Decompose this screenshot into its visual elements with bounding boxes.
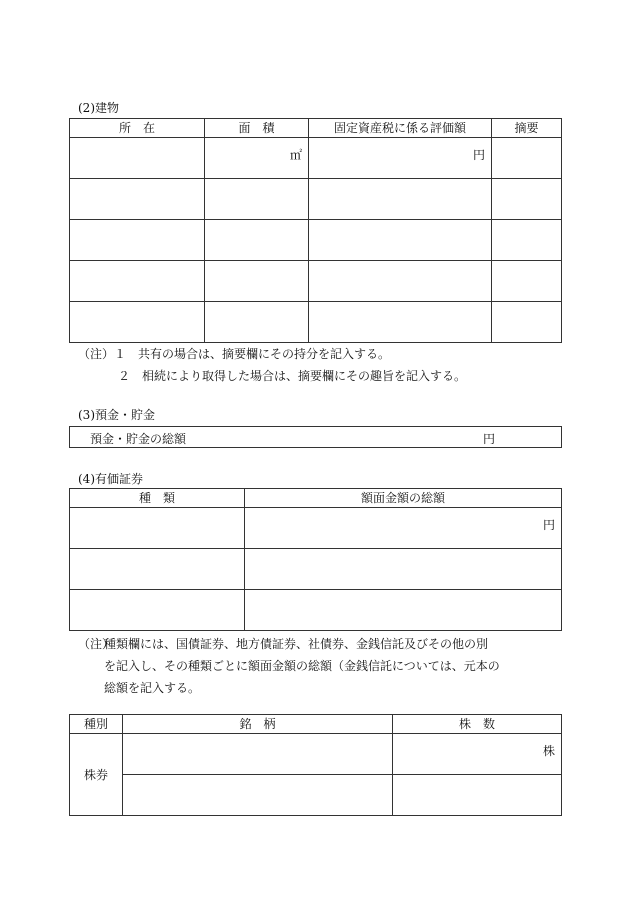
location-cell[interactable] (70, 220, 205, 261)
value-cell[interactable] (309, 220, 492, 261)
value-cell[interactable] (309, 179, 492, 220)
area-unit: ㎡ (289, 148, 302, 162)
header-brand: 銘 柄 (123, 715, 393, 734)
header-assessed-value: 固定資産税に係る評価額 (309, 119, 492, 138)
header-face-value-total: 額面金額の総額 (245, 489, 562, 508)
area-cell[interactable] (205, 179, 309, 220)
table-row (70, 508, 562, 549)
remarks-cell[interactable] (492, 261, 562, 302)
deposits-label: 預金・貯金の総額 (90, 432, 187, 446)
deposits-total-cell[interactable] (70, 427, 562, 448)
securities-note-line-2: を記入し、その種類ごとに額面金額の総額（金銭信託については、元本の (104, 659, 500, 673)
header-remarks: 摘要 (492, 119, 562, 138)
securities-note-prefix: （注） (78, 637, 115, 651)
table-row (70, 590, 562, 631)
securities-note-line-3: 総額を記入する。 (104, 681, 201, 695)
table-row (70, 734, 562, 775)
table-row (70, 775, 562, 816)
remarks-cell[interactable] (492, 138, 562, 179)
header-area: 面 積 (205, 119, 309, 138)
type-cell[interactable] (70, 508, 245, 549)
securities-unit: 円 (542, 518, 555, 532)
value-cell[interactable] (309, 302, 492, 343)
location-cell[interactable] (70, 138, 205, 179)
header-category: 種別 (70, 715, 123, 734)
table-row (70, 179, 562, 220)
area-cell[interactable] (205, 138, 309, 179)
remarks-cell[interactable] (492, 220, 562, 261)
value-cell[interactable] (309, 261, 492, 302)
header-location: 所 在 (70, 119, 205, 138)
deposits-row (70, 427, 562, 448)
table-row (70, 302, 562, 343)
location-cell[interactable] (70, 179, 205, 220)
securities-table (69, 488, 562, 631)
buildings-header-row (70, 119, 562, 138)
table-row (70, 220, 562, 261)
securities-note-body (104, 633, 564, 699)
header-type: 種 類 (70, 489, 245, 508)
area-cell[interactable] (205, 220, 309, 261)
table-row (70, 261, 562, 302)
deposits-table (69, 426, 562, 448)
securities-note-line-1: 種類欄には、国債証券、地方債証券、社債券、金銭信託及びその他の別 (104, 637, 489, 651)
buildings-note-1: （注）１ 共有の場合は、摘要欄にその持分を記入する。 (78, 347, 391, 361)
face-value-cell[interactable] (245, 508, 562, 549)
table-row (70, 549, 562, 590)
value-cell[interactable] (309, 138, 492, 179)
share-count-cell[interactable] (393, 775, 562, 816)
table-row (70, 138, 562, 179)
face-value-cell[interactable] (245, 549, 562, 590)
location-cell[interactable] (70, 302, 205, 343)
area-cell[interactable] (205, 302, 309, 343)
stocks-unit: 株 (542, 744, 555, 758)
buildings-section-title: (2)建物 (78, 101, 119, 115)
area-cell[interactable] (205, 261, 309, 302)
face-value-cell[interactable] (245, 590, 562, 631)
type-cell[interactable] (70, 590, 245, 631)
remarks-cell[interactable] (492, 302, 562, 343)
brand-cell[interactable] (123, 734, 393, 775)
buildings-note-2: ２ 相続により取得した場合は、摘要欄にその趣旨を記入する。 (118, 369, 467, 383)
type-cell[interactable] (70, 549, 245, 590)
stocks-category-cell: 株券 (70, 734, 123, 816)
buildings-table (69, 118, 562, 343)
value-unit: 円 (472, 148, 485, 162)
remarks-cell[interactable] (492, 179, 562, 220)
header-share-count: 株 数 (393, 715, 562, 734)
deposits-section-title: (3)預金・貯金 (78, 408, 155, 422)
stocks-header-row (70, 715, 562, 734)
location-cell[interactable] (70, 261, 205, 302)
brand-cell[interactable] (123, 775, 393, 816)
share-count-cell[interactable] (393, 734, 562, 775)
securities-section-title: (4)有価証券 (78, 472, 143, 486)
stocks-table (69, 714, 562, 816)
securities-header-row (70, 489, 562, 508)
deposits-unit: 円 (483, 432, 496, 446)
